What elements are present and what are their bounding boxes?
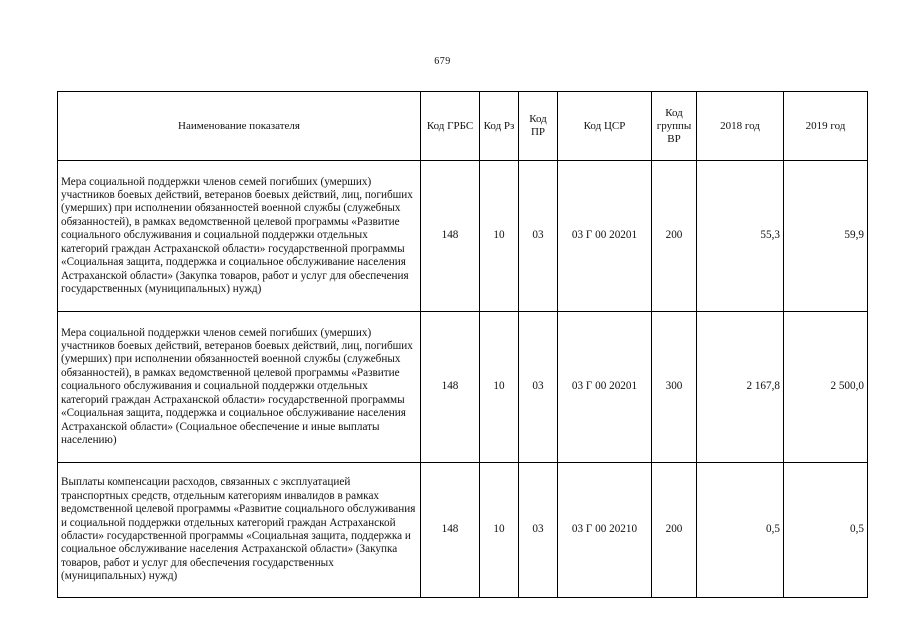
- cell-pr: 03: [519, 463, 558, 598]
- table-header-row: [58, 92, 868, 161]
- cell-csr: 03 Г 00 20201: [558, 312, 652, 463]
- cell-grbs: 148: [421, 312, 480, 463]
- cell-rz: 10: [480, 312, 519, 463]
- table-row: [58, 312, 868, 463]
- header-grbs: Код ГРБС: [421, 92, 480, 161]
- header-csr: Код ЦСР: [558, 92, 652, 161]
- cell-pr: 03: [519, 312, 558, 463]
- header-2019: 2019 год: [784, 92, 868, 161]
- cell-2019: 2 500,0: [784, 312, 868, 463]
- cell-name: Мера социальной поддержки членов семей погибших (умерших) участников боевых действий, ветеранов боевых действий, лиц, погибших (умерших) при исполнении обязанностей военной службы (служебных обязанностей), в рамках ведомственной целевой программы «Развитие социального обслуживания и социальной поддержки отдельных категорий граждан Астраханской области» государственной программы «Социальная защита, поддержка и социальное обслуживание населения Астраханской области» (Закупка товаров, работ и услуг для обеспечения государственных (муниципальных) нужд): [58, 161, 421, 312]
- cell-2018: 0,5: [697, 463, 784, 598]
- cell-name: Мера социальной поддержки членов семей погибших (умерших) участников боевых действий, ветеранов боевых действий, лиц, погибших (умерших) при исполнении обязанностей военной службы (служебных обязанностей), в рамках ведомственной целевой программы «Развитие социального обслуживания и социальной поддержки отдельных категорий граждан Астраханской области» государственной программы «Социальная защита, поддержка и социальное обслуживание населения Астраханской области» (Социальное обеспечение и иные выплаты населению): [58, 312, 421, 463]
- header-2018: 2018 год: [697, 92, 784, 161]
- cell-vr: 200: [652, 463, 697, 598]
- header-vr: Код группы ВР: [652, 92, 697, 161]
- page-number: 679: [434, 56, 451, 67]
- cell-csr: 03 Г 00 20201: [558, 161, 652, 312]
- cell-vr: 300: [652, 312, 697, 463]
- header-name: Наименование показателя: [58, 92, 421, 161]
- cell-csr: 03 Г 00 20210: [558, 463, 652, 598]
- cell-2019: 0,5: [784, 463, 868, 598]
- cell-grbs: 148: [421, 161, 480, 312]
- cell-name: Выплаты компенсации расходов, связанных с эксплуатацией транспортных средств, отдельным категориям инвалидов в рамках ведомственной целевой программы «Развитие социального обслуживания и социальной поддержки отдельных категорий граждан Астраханской области» государственной программы «Социальная защита, поддержка и социальное обслуживание населения Астраханской области» (Закупка товаров, работ и услуг для обеспечения государственных (муниципальных) нужд): [58, 463, 421, 598]
- header-rz: Код Рз: [480, 92, 519, 161]
- cell-rz: 10: [480, 463, 519, 598]
- cell-2019: 59,9: [784, 161, 868, 312]
- cell-2018: 55,3: [697, 161, 784, 312]
- budget-table: [57, 91, 868, 598]
- cell-rz: 10: [480, 161, 519, 312]
- table-row: [58, 161, 868, 312]
- table-row: [58, 463, 868, 598]
- cell-vr: 200: [652, 161, 697, 312]
- cell-2018: 2 167,8: [697, 312, 784, 463]
- cell-pr: 03: [519, 161, 558, 312]
- cell-grbs: 148: [421, 463, 480, 598]
- header-pr: Код ПР: [519, 92, 558, 161]
